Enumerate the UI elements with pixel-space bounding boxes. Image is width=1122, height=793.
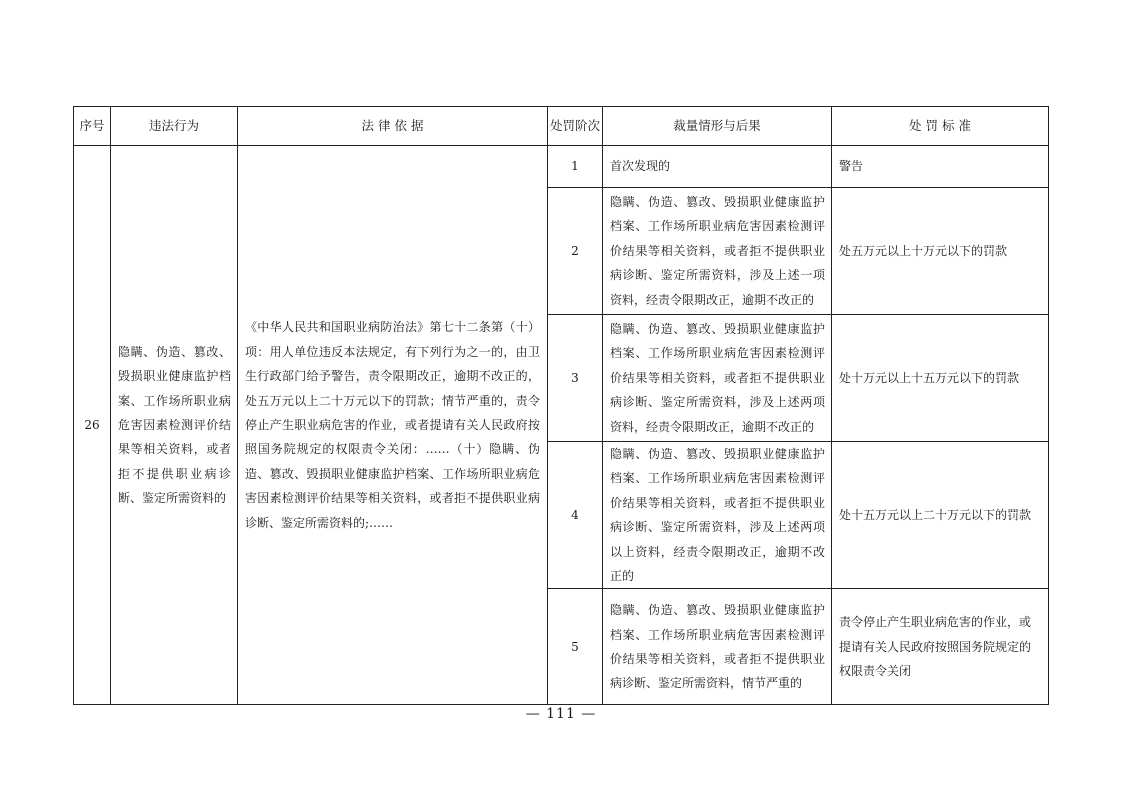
stage-standard: 责令停止产生职业病危害的作业，或提请有关人民政府按照国务院规定的权限责令关闭 bbox=[832, 589, 1049, 705]
stage-circumstance: 隐瞒、伪造、篡改、毁损职业健康监护档案、工作场所职业病危害因素检测评价结果等相关资料，或者拒不提供职业病诊断、鉴定所需资料，涉及上述一项资料，经责令限期改正，逾期不改正的 bbox=[603, 188, 832, 315]
stage-circumstance: 隐瞒、伪造、篡改、毁损职业健康监护档案、工作场所职业病危害因素检测评价结果等相关资料，或者拒不提供职业病诊断、鉴定所需资料，涉及上述两项以上资料，经责令限期改正，逾期不改正的 bbox=[603, 442, 832, 589]
entry-number: 26 bbox=[74, 146, 111, 705]
stage-circumstance: 隐瞒、伪造、篡改、毁损职业健康监护档案、工作场所职业病危害因素检测评价结果等相关资料，或者拒不提供职业病诊断、鉴定所需资料，情节严重的 bbox=[603, 589, 832, 705]
header-no: 序号 bbox=[74, 107, 111, 146]
stage-standard: 警告 bbox=[832, 146, 1049, 188]
stage-number: 4 bbox=[548, 442, 603, 589]
legal-basis bbox=[238, 146, 548, 705]
page-number: — 111 — bbox=[525, 706, 597, 722]
header-circumstance: 裁量情形与后果 bbox=[603, 107, 832, 146]
stage-number: 1 bbox=[548, 146, 603, 188]
stage-number: 3 bbox=[548, 315, 603, 442]
table-header-row bbox=[74, 107, 1049, 146]
stage-standard: 处十万元以上十五万元以下的罚款 bbox=[832, 315, 1049, 442]
stage-number: 5 bbox=[548, 589, 603, 705]
stage-circumstance: 隐瞒、伪造、篡改、毁损职业健康监护档案、工作场所职业病危害因素检测评价结果等相关资料，或者拒不提供职业病诊断、鉴定所需资料，涉及上述两项资料，经责令限期改正，逾期不改正的 bbox=[603, 315, 832, 442]
table-row bbox=[74, 146, 1049, 188]
header-standard: 处 罚 标 准 bbox=[832, 107, 1049, 146]
penalty-table bbox=[73, 106, 1049, 705]
stage-circumstance: 首次发现的 bbox=[603, 146, 832, 188]
stage-standard: 处五万元以上十万元以下的罚款 bbox=[832, 188, 1049, 315]
legal-basis-text: 《中华人民共和国职业病防治法》第七十二条第（十）项：用人单位违反本法规定，有下列行为之一的，由卫生行政部门给予警告，责令限期改正，逾期不改正的，处五万元以上二十万元以下的罚款；情节严重的，责令停止产生职业病危害的作业，或者提请有关人民政府按照国务院规定的权限责令关闭：……（十）隐瞒、伪造、篡改、毁损职业健康监护档案、工作场所职业病危害因素检测评价结果等相关资料，或者拒不提供职业病诊断、鉴定所需资料的;…… bbox=[245, 320, 540, 530]
violation-description: 隐瞒、伪造、篡改、毁损职业健康监护档案、工作场所职业病危害因素检测评价结果等相关资料，或者拒不提供职业病诊断、鉴定所需资料的 bbox=[111, 146, 238, 705]
stage-number: 2 bbox=[548, 188, 603, 315]
header-stage: 处罚阶次 bbox=[548, 107, 603, 146]
stage-standard: 处十五万元以上二十万元以下的罚款 bbox=[832, 442, 1049, 589]
header-act: 违法行为 bbox=[111, 107, 238, 146]
header-basis: 法 律 依 据 bbox=[238, 107, 548, 146]
